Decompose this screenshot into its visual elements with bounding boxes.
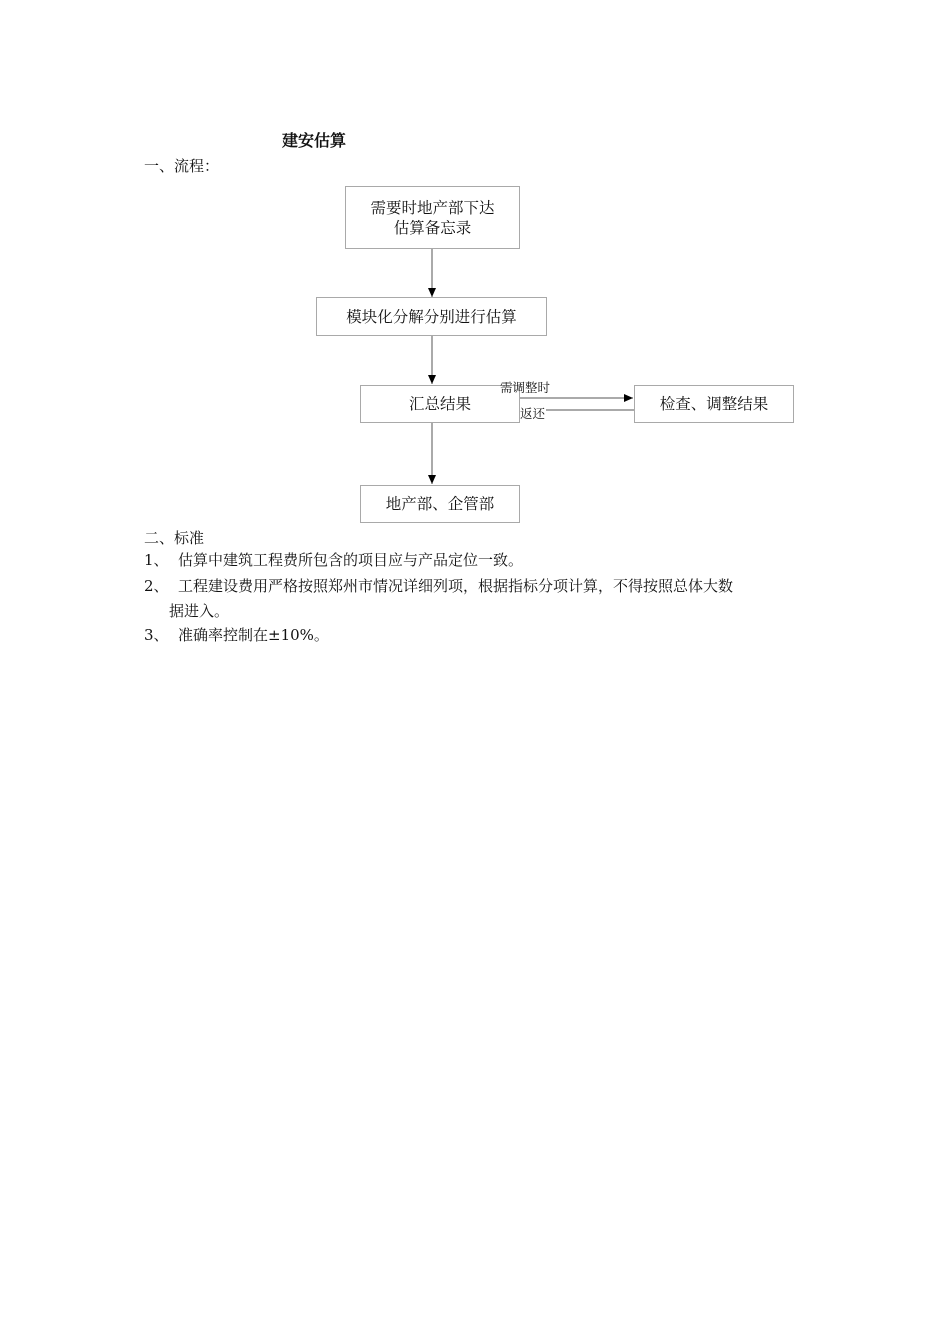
flow-box-summary [360, 385, 520, 423]
flow-box-estimate [316, 297, 547, 336]
standard-item-1 [144, 548, 523, 573]
section-heading-standards: 二、标准 [144, 529, 205, 547]
flow-box-summary-label: 汇总结果 [408, 395, 471, 413]
standard-item-2 [144, 574, 733, 599]
standard-item-2-continuation: 据进入。 [169, 602, 230, 620]
flow-box-review [634, 385, 794, 423]
flow-box-estimate-label: 模块化分解分别进行估算 [346, 307, 517, 326]
flow-box-memo [345, 186, 520, 249]
standard-item-number: 1、 [144, 551, 169, 569]
flow-box-review-label: 检查、调整结果 [659, 395, 769, 413]
section-heading-process: 一、流程： [144, 157, 220, 175]
document-title: 建安估算 [282, 131, 347, 150]
arrow-label-return: 返还 [520, 406, 546, 421]
standard-item-text: 估算中建筑工程费所包含的项目应与产品定位一致。 [178, 551, 524, 569]
arrow-label-adjust: 需调整时 [500, 380, 551, 395]
standard-item-number: 3、 [144, 626, 169, 644]
flow-box-memo-line1: 需要时地产部下达 [370, 198, 495, 217]
standard-item-text: 准确率控制在±10%。 [178, 626, 329, 644]
flow-box-departments [360, 485, 520, 523]
standard-item-3 [144, 623, 329, 648]
flow-box-memo-line2: 估算备忘录 [393, 218, 472, 237]
flow-box-departments-label: 地产部、企管部 [385, 495, 495, 513]
standard-item-text: 工程建设费用严格按照郑州市情况详细列项，根据指标分项计算，不得按照总体大数 [178, 577, 734, 595]
standard-item-number: 2、 [144, 577, 169, 595]
